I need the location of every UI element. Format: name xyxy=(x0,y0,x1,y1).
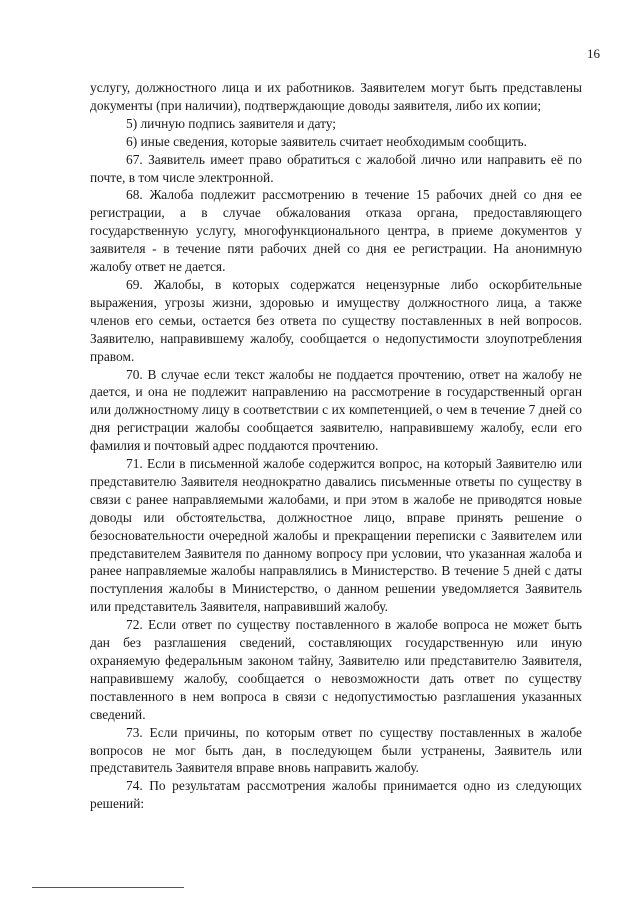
paragraph-73: 73. Если причины, по которым ответ по существу поставленных в жалобе вопросов не мог быть дан, в последующем были устранены, Заявитель или представитель Заявителя вправе вновь направить жалобу. xyxy=(90,724,582,776)
paragraph-continuation: услугу, должностного лица и их работников. Заявителем могут быть представлены документы (при наличии), подтверждающие доводы заявителя, либо их копии; xyxy=(90,80,582,113)
body-text xyxy=(90,79,582,813)
page-number: 16 xyxy=(587,46,600,61)
paragraph-67: 67. Заявитель имеет право обратиться с жалобой лично или направить её по почте, в том числе электронной. xyxy=(90,151,582,185)
paragraph-item-5: 5) личную подпись заявителя и дату; xyxy=(126,115,337,131)
paragraph-item-6: 6) иные сведения, которые заявитель считает необходимым сообщить. xyxy=(126,133,528,149)
paragraph-69: 69. Жалобы, в которых содержатся нецензурные либо оскорбительные выражения, угрозы жизни, здоровью и имуществу должностного лица, а также членов его семьи, остается без ответа по существу поставленных в ней вопросов. Заявителю, направившему жалобу, сообщается о недопустимости злоупотребления правом. xyxy=(90,276,582,364)
paragraph-72: 72. Если ответ по существу поставленного в жалобе вопроса не может быть дан без разглашения сведений, составляющих государственную или иную охраняемую федеральным законом тайну, Заявителю или представителю Заявителя, направившему жалобу, сообщается о невозможности дать ответ по существу поставленного в нем вопроса в связи с недопустимостью разглашения указанных сведений. xyxy=(90,617,582,722)
paragraph-70: 70. В случае если текст жалобы не поддается прочтению, ответ на жалобу не дается, и она не подлежит направлению на рассмотрение в государственный орган или должностному лицу в соответствии с их компетенцией, о чем в течение 7 дней со дня регистрации жалобы сообщается заявителю, направившему жалобу, если его фамилия и почтовый адрес поддаются прочтению. xyxy=(90,366,582,454)
footer-divider xyxy=(32,887,184,888)
paragraph-74: 74. По результатам рассмотрения жалобы принимается одно из следующих решений: xyxy=(90,778,582,812)
paragraph-68: 68. Жалоба подлежит рассмотрению в течение 15 рабочих дней со дня ее регистрации, а в случае обжалования отказа органа, предоставляющего государственную услугу, многофункционального центра, в приеме документов у заявителя - в течение пяти рабочих дней со дня ее регистрации. На анонимную жалобу ответ не дается. xyxy=(90,187,582,275)
paragraph-71: 71. Если в письменной жалобе содержится вопрос, на который Заявителю или представителю Заявителя неоднократно давались письменные ответы по существу в связи с ранее направляемыми жалобами, и при этом в жалобе не приводятся новые доводы или обстоятельства, должностное лицо, вправе принять решение о безосновательности очередной жалобы и прекращении переписки с Заявителем или представителем Заявителя по данному вопросу при условии, что указанная жалоба и ранее направляемые жалобы направлялись в Министерство. В течение 5 дней с даты поступления жалобы в Министерство, о данном решении уведомляется Заявитель или представитель Заявителя, направивший жалобу. xyxy=(90,456,582,615)
